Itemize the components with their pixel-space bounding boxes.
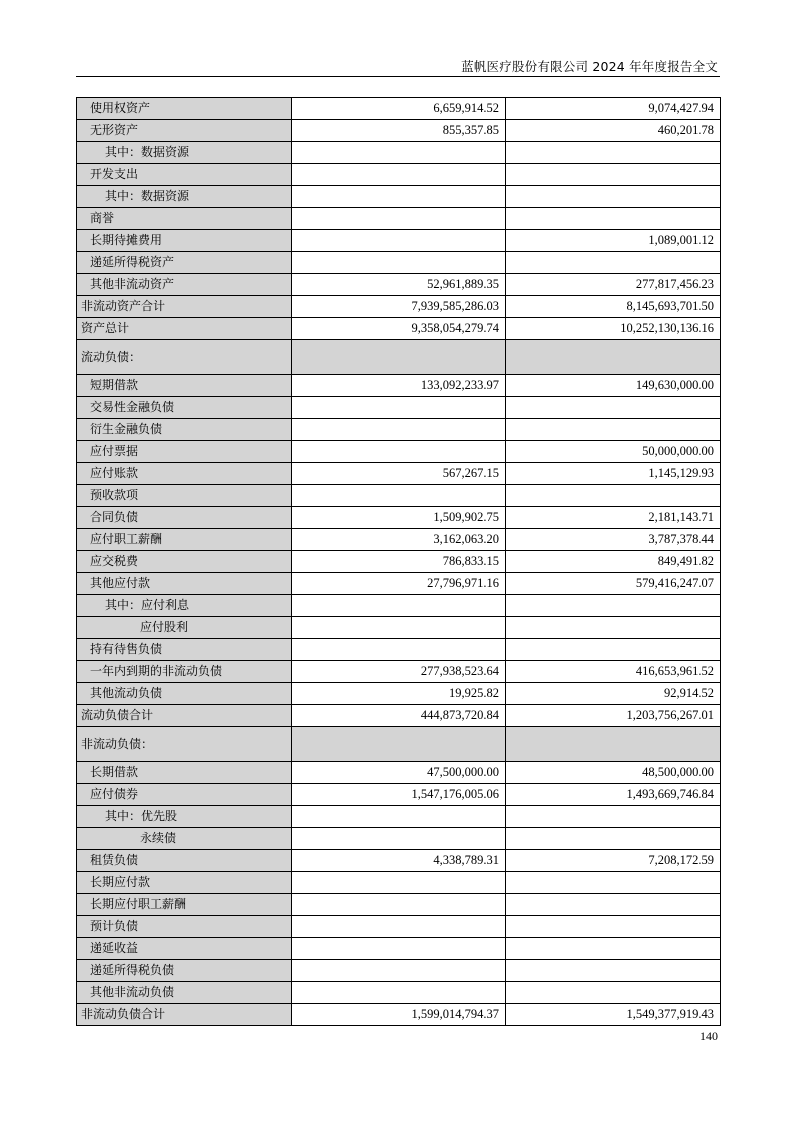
value-period-end	[292, 982, 506, 1004]
table-row	[77, 960, 721, 982]
value-period-start: 1,203,756,267.01	[506, 705, 721, 727]
value-period-start	[506, 828, 721, 850]
table-row	[77, 661, 721, 683]
row-label: 预计负债	[77, 916, 292, 938]
value-period-end	[292, 872, 506, 894]
row-label: 流动负债合计	[77, 705, 292, 727]
value-period-start	[506, 960, 721, 982]
table-row	[77, 529, 721, 551]
value-period-start: 3,787,378.44	[506, 529, 721, 551]
table-row	[77, 982, 721, 1004]
value-period-start: 149,630,000.00	[506, 375, 721, 397]
row-label: 其中：应付利息	[77, 595, 292, 617]
row-label: 长期应付款	[77, 872, 292, 894]
value-period-end: 47,500,000.00	[292, 762, 506, 784]
value-period-end: 52,961,889.35	[292, 274, 506, 296]
value-period-end: 3,162,063.20	[292, 529, 506, 551]
value-period-start: 277,817,456.23	[506, 274, 721, 296]
table-row	[77, 375, 721, 397]
balance-sheet-body	[77, 98, 721, 1026]
value-period-start	[506, 872, 721, 894]
row-label: 长期应付职工薪酬	[77, 894, 292, 916]
value-period-end	[292, 806, 506, 828]
value-period-end: 277,938,523.64	[292, 661, 506, 683]
table-row	[77, 850, 721, 872]
value-period-start	[506, 485, 721, 507]
section-header-row	[77, 727, 721, 762]
value-period-start	[506, 727, 721, 762]
table-row	[77, 828, 721, 850]
row-label: 其中：数据资源	[77, 186, 292, 208]
row-label: 应付职工薪酬	[77, 529, 292, 551]
value-period-start: 460,201.78	[506, 120, 721, 142]
row-label: 其他非流动资产	[77, 274, 292, 296]
value-period-end	[292, 960, 506, 982]
value-period-start: 50,000,000.00	[506, 441, 721, 463]
value-period-end: 1,547,176,005.06	[292, 784, 506, 806]
table-row	[77, 916, 721, 938]
row-label: 交易性金融负债	[77, 397, 292, 419]
value-period-start	[506, 208, 721, 230]
row-label: 资产总计	[77, 318, 292, 340]
row-label: 非流动负债合计	[77, 1004, 292, 1026]
table-row	[77, 806, 721, 828]
value-period-start	[506, 142, 721, 164]
row-label: 合同负债	[77, 507, 292, 529]
value-period-start: 1,493,669,746.84	[506, 784, 721, 806]
value-period-start: 7,208,172.59	[506, 850, 721, 872]
row-label: 长期待摊费用	[77, 230, 292, 252]
value-period-end: 6,659,914.52	[292, 98, 506, 120]
table-row	[77, 617, 721, 639]
value-period-start	[506, 617, 721, 639]
value-period-end: 786,833.15	[292, 551, 506, 573]
table-row	[77, 419, 721, 441]
section-header-row	[77, 340, 721, 375]
value-period-start	[506, 916, 721, 938]
table-row	[77, 230, 721, 252]
table-row	[77, 98, 721, 120]
table-row	[77, 872, 721, 894]
table-row	[77, 551, 721, 573]
table-row	[77, 485, 721, 507]
row-label: 应付债券	[77, 784, 292, 806]
value-period-end	[292, 595, 506, 617]
value-period-end	[292, 938, 506, 960]
value-period-start	[506, 938, 721, 960]
value-period-start: 1,145,129.93	[506, 463, 721, 485]
table-row	[77, 683, 721, 705]
row-label: 衍生金融负债	[77, 419, 292, 441]
header-divider	[76, 76, 720, 77]
row-label: 递延所得税负债	[77, 960, 292, 982]
value-period-end: 4,338,789.31	[292, 850, 506, 872]
value-period-end: 7,939,585,286.03	[292, 296, 506, 318]
value-period-end	[292, 419, 506, 441]
value-period-end	[292, 894, 506, 916]
value-period-start	[506, 595, 721, 617]
row-label: 使用权资产	[77, 98, 292, 120]
row-label: 其他非流动负债	[77, 982, 292, 1004]
row-label: 递延所得税资产	[77, 252, 292, 274]
value-period-end	[292, 639, 506, 661]
value-period-end	[292, 164, 506, 186]
row-label: 短期借款	[77, 375, 292, 397]
row-label: 非流动负债：	[77, 727, 292, 762]
row-label: 应付账款	[77, 463, 292, 485]
table-row	[77, 784, 721, 806]
table-row	[77, 186, 721, 208]
table-row	[77, 142, 721, 164]
value-period-start	[506, 419, 721, 441]
row-label: 其他流动负债	[77, 683, 292, 705]
value-period-end: 19,925.82	[292, 683, 506, 705]
row-label: 其中：数据资源	[77, 142, 292, 164]
value-period-start: 10,252,130,136.16	[506, 318, 721, 340]
row-label: 应付股利	[77, 617, 292, 639]
value-period-end	[292, 208, 506, 230]
row-label: 租赁负债	[77, 850, 292, 872]
value-period-end	[292, 230, 506, 252]
table-row	[77, 1004, 721, 1026]
table-row	[77, 463, 721, 485]
table-row	[77, 208, 721, 230]
table-row	[77, 507, 721, 529]
value-period-end	[292, 252, 506, 274]
value-period-start	[506, 894, 721, 916]
row-label: 持有待售负债	[77, 639, 292, 661]
row-label: 商誉	[77, 208, 292, 230]
value-period-end	[292, 340, 506, 375]
row-label: 一年内到期的非流动负债	[77, 661, 292, 683]
value-period-end: 9,358,054,279.74	[292, 318, 506, 340]
value-period-start	[506, 252, 721, 274]
value-period-end	[292, 142, 506, 164]
table-row	[77, 274, 721, 296]
value-period-start	[506, 982, 721, 1004]
value-period-end	[292, 828, 506, 850]
value-period-end	[292, 916, 506, 938]
table-row	[77, 762, 721, 784]
value-period-end	[292, 441, 506, 463]
value-period-start	[506, 186, 721, 208]
report-header-title: 蓝帆医疗股份有限公司 2024 年年度报告全文	[461, 59, 718, 74]
value-period-end	[292, 186, 506, 208]
row-label: 永续债	[77, 828, 292, 850]
row-label: 其他应付款	[77, 573, 292, 595]
row-label: 非流动资产合计	[77, 296, 292, 318]
table-row	[77, 938, 721, 960]
page-number: 140	[700, 1029, 718, 1043]
table-row	[77, 639, 721, 661]
value-period-start	[506, 397, 721, 419]
value-period-start: 2,181,143.71	[506, 507, 721, 529]
table-row	[77, 164, 721, 186]
value-period-start: 92,914.52	[506, 683, 721, 705]
table-row	[77, 441, 721, 463]
value-period-start: 9,074,427.94	[506, 98, 721, 120]
value-period-start: 849,491.82	[506, 551, 721, 573]
balance-sheet-table	[76, 97, 721, 1026]
value-period-end: 444,873,720.84	[292, 705, 506, 727]
table-row	[77, 573, 721, 595]
row-label: 流动负债：	[77, 340, 292, 375]
value-period-start	[506, 639, 721, 661]
row-label: 开发支出	[77, 164, 292, 186]
value-period-end: 27,796,971.16	[292, 573, 506, 595]
value-period-end: 855,357.85	[292, 120, 506, 142]
value-period-start: 416,653,961.52	[506, 661, 721, 683]
value-period-end	[292, 727, 506, 762]
value-period-start	[506, 164, 721, 186]
value-period-end: 1,509,902.75	[292, 507, 506, 529]
row-label: 无形资产	[77, 120, 292, 142]
value-period-end: 567,267.15	[292, 463, 506, 485]
table-row	[77, 595, 721, 617]
value-period-end	[292, 617, 506, 639]
row-label: 预收款项	[77, 485, 292, 507]
value-period-start	[506, 806, 721, 828]
table-row	[77, 252, 721, 274]
value-period-end: 1,599,014,794.37	[292, 1004, 506, 1026]
row-label: 应付票据	[77, 441, 292, 463]
row-label: 应交税费	[77, 551, 292, 573]
table-row	[77, 318, 721, 340]
value-period-start: 8,145,693,701.50	[506, 296, 721, 318]
table-row	[77, 397, 721, 419]
value-period-start: 1,549,377,919.43	[506, 1004, 721, 1026]
value-period-start: 48,500,000.00	[506, 762, 721, 784]
value-period-end: 133,092,233.97	[292, 375, 506, 397]
value-period-end	[292, 485, 506, 507]
row-label: 长期借款	[77, 762, 292, 784]
row-label: 其中：优先股	[77, 806, 292, 828]
value-period-start: 1,089,001.12	[506, 230, 721, 252]
row-label: 递延收益	[77, 938, 292, 960]
value-period-start	[506, 340, 721, 375]
table-row	[77, 296, 721, 318]
table-row	[77, 894, 721, 916]
table-row	[77, 705, 721, 727]
table-row	[77, 120, 721, 142]
value-period-start: 579,416,247.07	[506, 573, 721, 595]
value-period-end	[292, 397, 506, 419]
